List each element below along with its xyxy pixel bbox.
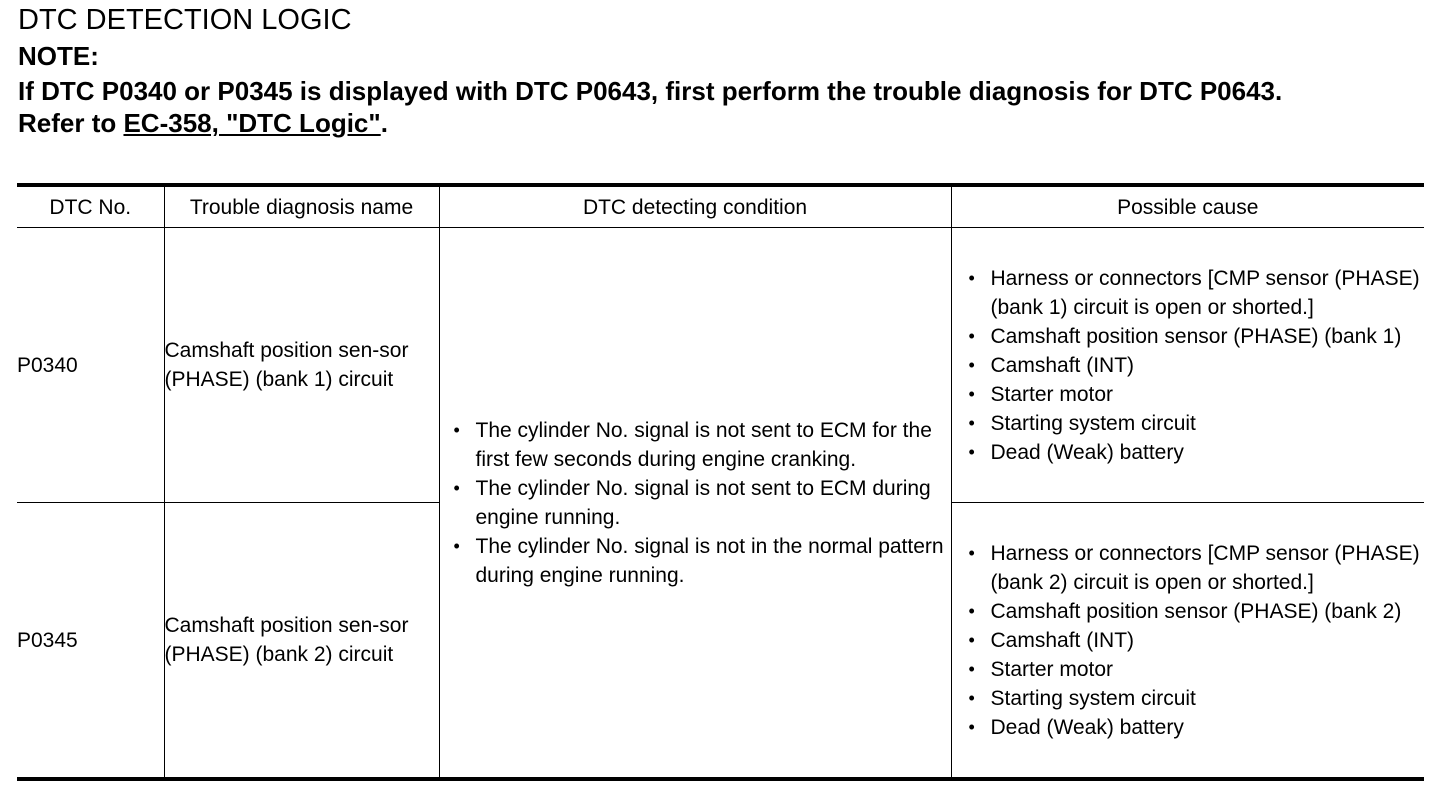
diagnosis-name-cell: Camshaft position sen-sor (PHASE) (bank 2) circuit	[164, 503, 439, 780]
note-reference	[18, 108, 388, 139]
cause-list	[952, 264, 1425, 467]
possible-cause-cell	[951, 228, 1424, 503]
dtc-table	[17, 183, 1424, 781]
header-trouble-diagnosis-name: Trouble diagnosis name	[164, 185, 439, 228]
note-text: If DTC P0340 or P0345 is displayed with DTC P0643, first perform the trouble diagnosis for DTC P0643.	[18, 76, 1283, 106]
list-item: • Dead (Weak) battery	[967, 438, 1425, 467]
note-label: NOTE:	[18, 41, 99, 71]
list-item: • Camshaft position sensor (PHASE) (bank 2)	[967, 597, 1425, 626]
list-item: • Starting system circuit	[967, 409, 1425, 438]
header-dtc-no: DTC No.	[17, 185, 164, 228]
header-possible-cause: Possible cause	[951, 185, 1424, 228]
list-item: • Starting system circuit	[967, 684, 1425, 713]
page-heading: DTC DETECTION LOGIC	[18, 4, 352, 36]
condition-list	[440, 416, 951, 590]
list-item: • Dead (Weak) battery	[967, 713, 1425, 742]
possible-cause-cell	[951, 503, 1424, 780]
list-item: • The cylinder No. signal is not sent to ECM for the first few seconds during engine cranking.	[452, 416, 945, 474]
list-item: • Harness or connectors [CMP sensor (PHASE) (bank 1) circuit is open or shorted.]	[967, 264, 1425, 322]
list-item: • Camshaft (INT)	[967, 626, 1425, 655]
detecting-condition-cell	[439, 228, 951, 780]
list-item: • Camshaft (INT)	[967, 351, 1425, 380]
list-item: • The cylinder No. signal is not in the normal pattern during engine running.	[452, 532, 945, 590]
note-ref-prefix: Refer to	[18, 108, 124, 138]
list-item: • Camshaft position sensor (PHASE) (bank 1)	[967, 322, 1425, 351]
header-dtc-detecting-condition: DTC detecting condition	[439, 185, 951, 228]
cause-list	[952, 539, 1425, 742]
dtc-number-cell: P0340	[17, 228, 164, 503]
table-row	[17, 228, 1424, 503]
diagnosis-name-cell: Camshaft position sen-sor (PHASE) (bank 1) circuit	[164, 228, 439, 503]
list-item: • Starter motor	[967, 380, 1425, 409]
list-item: • The cylinder No. signal is not sent to ECM during engine running.	[452, 474, 945, 532]
list-item: • Harness or connectors [CMP sensor (PHASE) (bank 2) circuit is open or shorted.]	[967, 539, 1425, 597]
table-header-row	[17, 185, 1424, 228]
reference-link[interactable]: EC-358, "DTC Logic"	[123, 108, 381, 138]
note-ref-suffix: .	[380, 108, 388, 138]
list-item: • Starter motor	[967, 655, 1425, 684]
dtc-number-cell: P0345	[17, 503, 164, 780]
